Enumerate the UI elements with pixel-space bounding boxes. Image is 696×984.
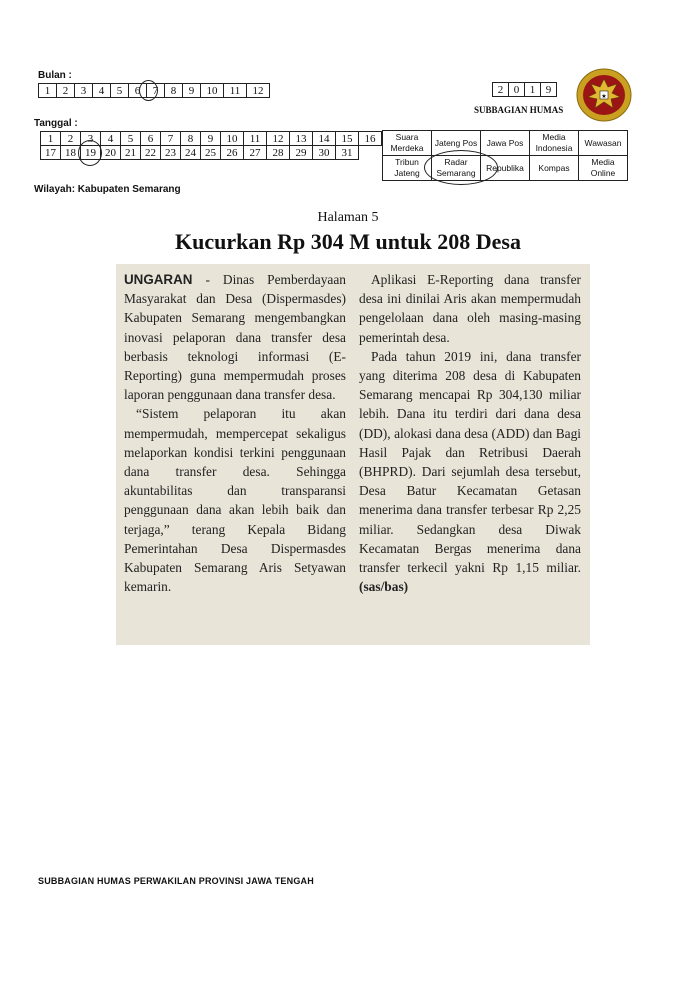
cell: 9	[201, 132, 221, 146]
cell: Wawasan	[579, 131, 628, 156]
cell: 24	[181, 146, 201, 160]
cell: 21	[121, 146, 141, 160]
col2-paragraph-1: Aplikasi E-Reporting dana transfer desa ini dinilai Aris akan mempermudah pengelolaan dana oleh masing-masing pemerintah desa.	[359, 272, 581, 345]
cell: 12	[247, 84, 270, 98]
cell: 26	[221, 146, 244, 160]
cell: 3	[81, 132, 101, 146]
cell: 27	[244, 146, 267, 160]
cell: Tribun Jateng	[383, 156, 432, 181]
cell: 31	[336, 146, 359, 160]
cell: 19	[81, 146, 101, 160]
cell: 4	[101, 132, 121, 146]
col1-paragraph-2: “Sistem pelaporan itu akan mempermudah, mempercepat sekaligus melaporkan kondisi terkini penggunaan dana transfer desa. Sehingga akuntabilitas dan transparansi penggunaan dana akan lebih baik dan terjaga,” terang Kepala Bidang Pemerintahan Desa Dispermasdes Kabupaten Semarang Aris Setyawan kemarin.	[124, 406, 346, 595]
cell: Jateng Pos	[432, 131, 481, 156]
cell: 1	[41, 132, 61, 146]
cell: 29	[290, 146, 313, 160]
cell: 8	[165, 84, 183, 98]
cell: 20	[101, 146, 121, 160]
cell: 12	[267, 132, 290, 146]
cell: 14	[313, 132, 336, 146]
cell: 22	[141, 146, 161, 160]
cell: 3	[75, 84, 93, 98]
cell: 9	[541, 83, 557, 97]
cell: 18	[61, 146, 81, 160]
author-signature: (sas/bas)	[359, 579, 409, 595]
cell: 8	[181, 132, 201, 146]
cell: 1	[525, 83, 541, 97]
selected-media-circle	[424, 150, 498, 185]
selected-month-circle	[139, 80, 158, 101]
footer-org: SUBBAGIAN HUMAS PERWAKILAN PROVINSI JAWA TENGAH	[38, 876, 314, 886]
column-right	[359, 270, 581, 596]
cell: 0	[509, 83, 525, 97]
cell: 10	[221, 132, 244, 146]
cell: 4	[93, 84, 111, 98]
cell: 11	[244, 132, 267, 146]
cell: 13	[290, 132, 313, 146]
article-title: Kucurkan Rp 304 M untuk 208 Desa	[175, 229, 521, 254]
dateline: UNGARAN	[124, 272, 193, 287]
cell: Suara Merdeka	[383, 131, 432, 156]
cell: 16	[359, 132, 382, 146]
cell: 28	[267, 146, 290, 160]
media-table	[382, 130, 628, 181]
col2-paragraph-2: Pada tahun 2019 ini, dana transfer yang diterima 208 desa di Kabupaten Semarang mencapai Rp 304,130 miliar lebih. Dana itu terdiri dari dana desa (DD), alokasi dana desa (ADD) dan Bagi Hasil Pajak dan Retribusi Daerah (BHPRD). Dari sejumlah desa tersebut, Desa Batur Kecamatan Getasan menerima dana transfer terbesar Rp 2,25 miliar. Sedangkan desa Diwak Kecamatan Bergas menerima dana transfer terkecil yakni Rp 1,15 miliar.	[359, 348, 581, 576]
col1-paragraph-1: - Dinas Pemberdayaan Masyarakat dan Desa (Dispermasdes) Kabupaten Semarang mengembangkan inovasi pelaporan dana transfer desa berbasis teknologi informasi (E-Reporting) guna mempermudah proses laporan penggunaan dana transfer desa.	[124, 272, 346, 403]
wilayah-label: Wilayah: Kabupaten Semarang	[34, 184, 181, 195]
cell: 1	[39, 84, 57, 98]
cell: 5	[121, 132, 141, 146]
cell: 30	[313, 146, 336, 160]
cell: 17	[41, 146, 61, 160]
news-clipping	[116, 264, 590, 645]
org-label: SUBBAGIAN HUMAS	[474, 105, 564, 115]
column-left	[124, 270, 346, 596]
cell: 23	[161, 146, 181, 160]
cell: 2	[493, 83, 509, 97]
cell: 6	[141, 132, 161, 146]
cell: 15	[336, 132, 359, 146]
cell: 11	[224, 84, 247, 98]
cell: Jawa Pos	[481, 131, 530, 156]
year-box	[492, 82, 557, 97]
cell: Radar Semarang	[432, 156, 481, 181]
cell: 7	[161, 132, 181, 146]
cell: Republika	[481, 156, 530, 181]
cell: 2	[61, 132, 81, 146]
cell: 10	[201, 84, 224, 98]
cell: Media Indonesia	[530, 131, 579, 156]
cell: 25	[201, 146, 221, 160]
cell: 7	[147, 84, 165, 98]
svg-text:★: ★	[601, 94, 607, 100]
cell: 2	[57, 84, 75, 98]
tanggal-label: Tanggal :	[34, 118, 78, 129]
selected-date-circle	[78, 140, 102, 166]
bulan-label: Bulan :	[38, 70, 72, 81]
cell: 6	[129, 84, 147, 98]
page-number: Halaman 5	[317, 210, 379, 225]
cell: Media Online	[579, 156, 628, 181]
garuda-logo	[575, 67, 633, 123]
cell: 9	[183, 84, 201, 98]
cell: Kompas	[530, 156, 579, 181]
cell: 5	[111, 84, 129, 98]
